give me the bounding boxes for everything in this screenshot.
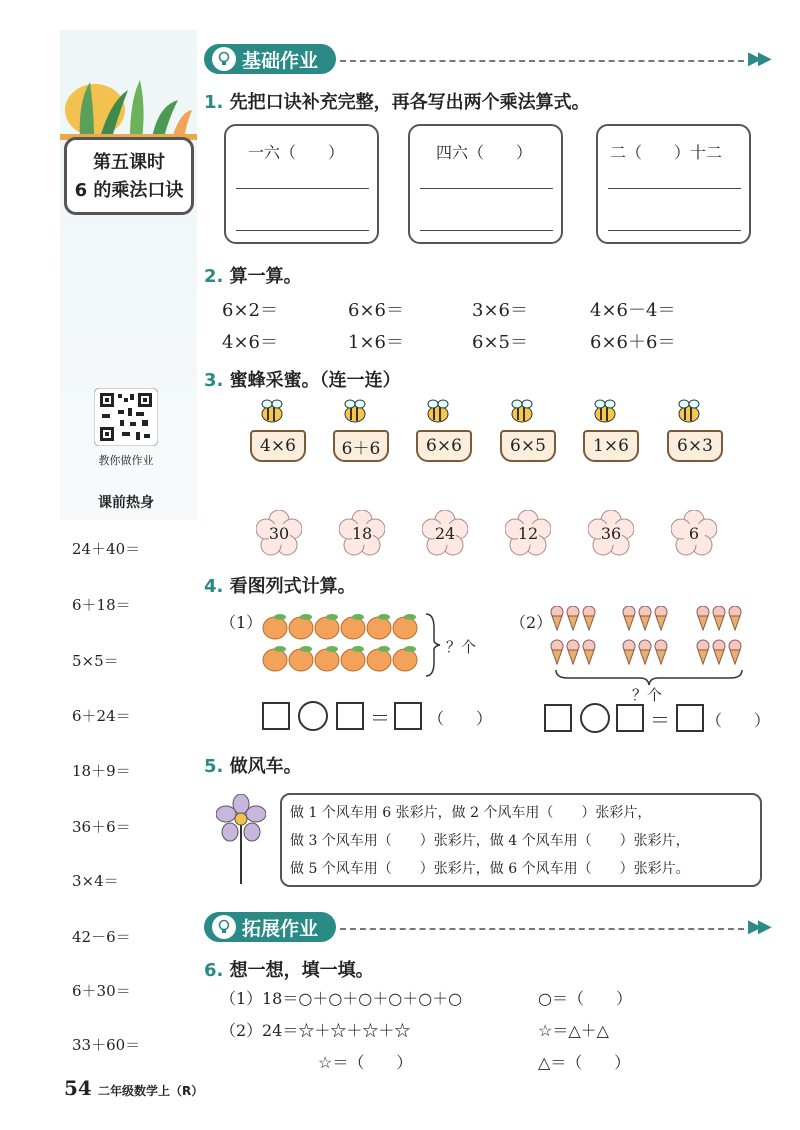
answer-line[interactable] bbox=[420, 230, 553, 231]
rhyme-text: 四六（ ） bbox=[436, 143, 533, 162]
honey-pot-expression[interactable]: 6×3 bbox=[667, 430, 723, 462]
lightbulb-icon bbox=[212, 915, 236, 939]
bee-icon bbox=[341, 398, 369, 424]
section-divider bbox=[340, 928, 744, 930]
warmup-item: 36＋6＝ bbox=[72, 818, 131, 836]
pinwheel-line: 做 1 个风车用 6 张彩片，做 2 个风车用（ ）张彩片， bbox=[290, 805, 652, 821]
answer-line[interactable] bbox=[608, 230, 741, 231]
question-1-title bbox=[204, 88, 590, 114]
warmup-item: 6＋30＝ bbox=[72, 982, 131, 1000]
question-text: 蜜蜂采蜜。（连一连） bbox=[229, 370, 401, 391]
answer-blank[interactable]: ☆＝（ ） bbox=[318, 1053, 413, 1072]
answer-line[interactable] bbox=[420, 188, 553, 189]
answer-line[interactable] bbox=[236, 188, 369, 189]
honey-pot-expression[interactable]: 6＋6 bbox=[333, 430, 389, 462]
bee-icon bbox=[508, 398, 536, 424]
answer-square[interactable] bbox=[262, 702, 290, 730]
calc-item: 1×6＝ bbox=[348, 332, 404, 353]
answer-line[interactable] bbox=[236, 230, 369, 231]
unit-blank[interactable]: （ ） bbox=[428, 709, 493, 728]
page-number: 54 bbox=[64, 1076, 92, 1100]
question-text: 想一想，填一填。 bbox=[229, 960, 374, 981]
question-number: 4. bbox=[204, 576, 224, 597]
warmup-item: 6＋18＝ bbox=[72, 596, 131, 614]
flower-number[interactable]: 36 bbox=[600, 523, 622, 543]
plant-illustration bbox=[60, 72, 197, 140]
question-text: 做风车。 bbox=[229, 756, 302, 777]
warmup-item: 5×5＝ bbox=[72, 652, 119, 670]
warmup-item: 24＋40＝ bbox=[72, 540, 141, 558]
book-title: 二年级数学上（R） bbox=[98, 1084, 204, 1098]
pinwheel-icon bbox=[216, 794, 266, 886]
section-header-extended bbox=[204, 912, 336, 942]
question-number: 6. bbox=[204, 960, 224, 981]
warmup-item: 18＋9＝ bbox=[72, 762, 131, 780]
flower-number[interactable]: 12 bbox=[517, 523, 539, 543]
ice-cream-group-icon bbox=[550, 606, 746, 668]
question-text: 先把口诀补充完整，再各写出两个乘法算式。 bbox=[229, 92, 590, 113]
honey-pot-expression[interactable]: 6×6 bbox=[416, 430, 472, 462]
section-header-basic bbox=[204, 44, 336, 74]
qr-caption: 教你做作业 bbox=[98, 454, 154, 467]
section-divider bbox=[340, 60, 744, 62]
bee-icon bbox=[424, 398, 452, 424]
double-arrow-icon: ▶▶ bbox=[748, 48, 768, 69]
part-label: （1） bbox=[220, 989, 263, 1008]
rhyme-text: 一六（ ） bbox=[248, 143, 345, 162]
lesson-title-card bbox=[64, 137, 194, 215]
equals-sign: ＝ bbox=[370, 706, 390, 730]
warmup-title: 课前热身 bbox=[98, 495, 154, 511]
answer-square[interactable] bbox=[336, 702, 364, 730]
question-mark-count: ？个 bbox=[446, 638, 477, 656]
answer-square[interactable] bbox=[544, 704, 572, 732]
qr-code-icon[interactable] bbox=[94, 388, 158, 446]
operator-circle[interactable] bbox=[580, 703, 610, 733]
calc-item: 6×6＋6＝ bbox=[590, 332, 676, 353]
flower-number[interactable]: 6 bbox=[688, 523, 700, 543]
honey-pot-expression[interactable]: 6×5 bbox=[500, 430, 556, 462]
question-number: 3. bbox=[204, 370, 224, 391]
flower-number[interactable]: 30 bbox=[268, 523, 290, 543]
calc-item: 3×6＝ bbox=[472, 300, 528, 321]
honey-pot-expression[interactable]: 4×6 bbox=[250, 430, 306, 462]
lesson-number: 第五课时 bbox=[93, 152, 165, 173]
answer-square[interactable] bbox=[616, 704, 644, 732]
answer-blank[interactable]: ○＝（ ） bbox=[538, 989, 632, 1008]
equation: 24＝☆＋☆＋☆＋☆ bbox=[262, 1021, 411, 1040]
question-text: 看图列式计算。 bbox=[229, 576, 356, 597]
question-text: 算一算。 bbox=[229, 266, 302, 287]
question-number: 1. bbox=[204, 92, 224, 113]
answer-blank[interactable]: △＝（ ） bbox=[538, 1053, 631, 1072]
question-mark-count: ？个 bbox=[632, 686, 663, 704]
question-5-title bbox=[204, 752, 302, 778]
warmup-item: 42－6＝ bbox=[72, 928, 131, 946]
question-4-title bbox=[204, 572, 356, 598]
flower-number[interactable]: 24 bbox=[434, 523, 456, 543]
section-title: 拓展作业 bbox=[242, 917, 319, 940]
question-2-title bbox=[204, 262, 302, 288]
rhyme-text: 二（ ）十二 bbox=[610, 143, 723, 162]
honey-pot-expression[interactable]: 1×6 bbox=[583, 430, 639, 462]
pinwheel-line: 做 3 个风车用（ ）张彩片，做 4 个风车用（ ）张彩片， bbox=[290, 833, 690, 849]
question-number: 2. bbox=[204, 266, 224, 287]
bee-icon bbox=[675, 398, 703, 424]
lesson-topic: 6 的乘法口诀 bbox=[74, 180, 184, 201]
calc-item: 4×6＝ bbox=[222, 332, 278, 353]
section-title: 基础作业 bbox=[242, 49, 319, 72]
flower-number[interactable]: 18 bbox=[351, 523, 373, 543]
rhyme-box-3 bbox=[596, 124, 751, 244]
operator-circle[interactable] bbox=[298, 701, 328, 731]
bee-icon bbox=[258, 398, 286, 424]
bee-icon bbox=[591, 398, 619, 424]
calc-item: 6×2＝ bbox=[222, 300, 278, 321]
mango-group-icon bbox=[262, 612, 444, 678]
calc-item: 4×6－4＝ bbox=[590, 300, 676, 321]
lightbulb-icon bbox=[212, 47, 236, 71]
part-label: （1） bbox=[220, 613, 263, 632]
question-6-title bbox=[204, 956, 374, 982]
rhyme-box-1 bbox=[224, 124, 379, 244]
answer-square[interactable] bbox=[394, 702, 422, 730]
relation: ☆＝△＋△ bbox=[538, 1021, 609, 1040]
equation: 18＝○＋○＋○＋○＋○＋○ bbox=[262, 989, 463, 1008]
calc-item: 6×6＝ bbox=[348, 300, 404, 321]
answer-square[interactable] bbox=[676, 704, 704, 732]
calc-item: 6×5＝ bbox=[472, 332, 528, 353]
question-number: 5. bbox=[204, 756, 224, 777]
pinwheel-line: 做 5 个风车用（ ）张彩片，做 6 个风车用（ ）张彩片。 bbox=[290, 861, 690, 877]
double-arrow-icon: ▶▶ bbox=[748, 916, 768, 937]
rhyme-box-2 bbox=[408, 124, 563, 244]
answer-line[interactable] bbox=[608, 188, 741, 189]
warmup-item: 3×4＝ bbox=[72, 872, 119, 890]
part-label: （2） bbox=[220, 1021, 263, 1040]
equals-sign: ＝ bbox=[650, 708, 670, 732]
question-3-title bbox=[204, 366, 401, 392]
unit-blank[interactable]: （ ） bbox=[706, 711, 771, 730]
part-label: （2） bbox=[510, 613, 553, 632]
warmup-item: 6＋24＝ bbox=[72, 707, 131, 725]
warmup-item: 33＋60＝ bbox=[72, 1036, 141, 1054]
